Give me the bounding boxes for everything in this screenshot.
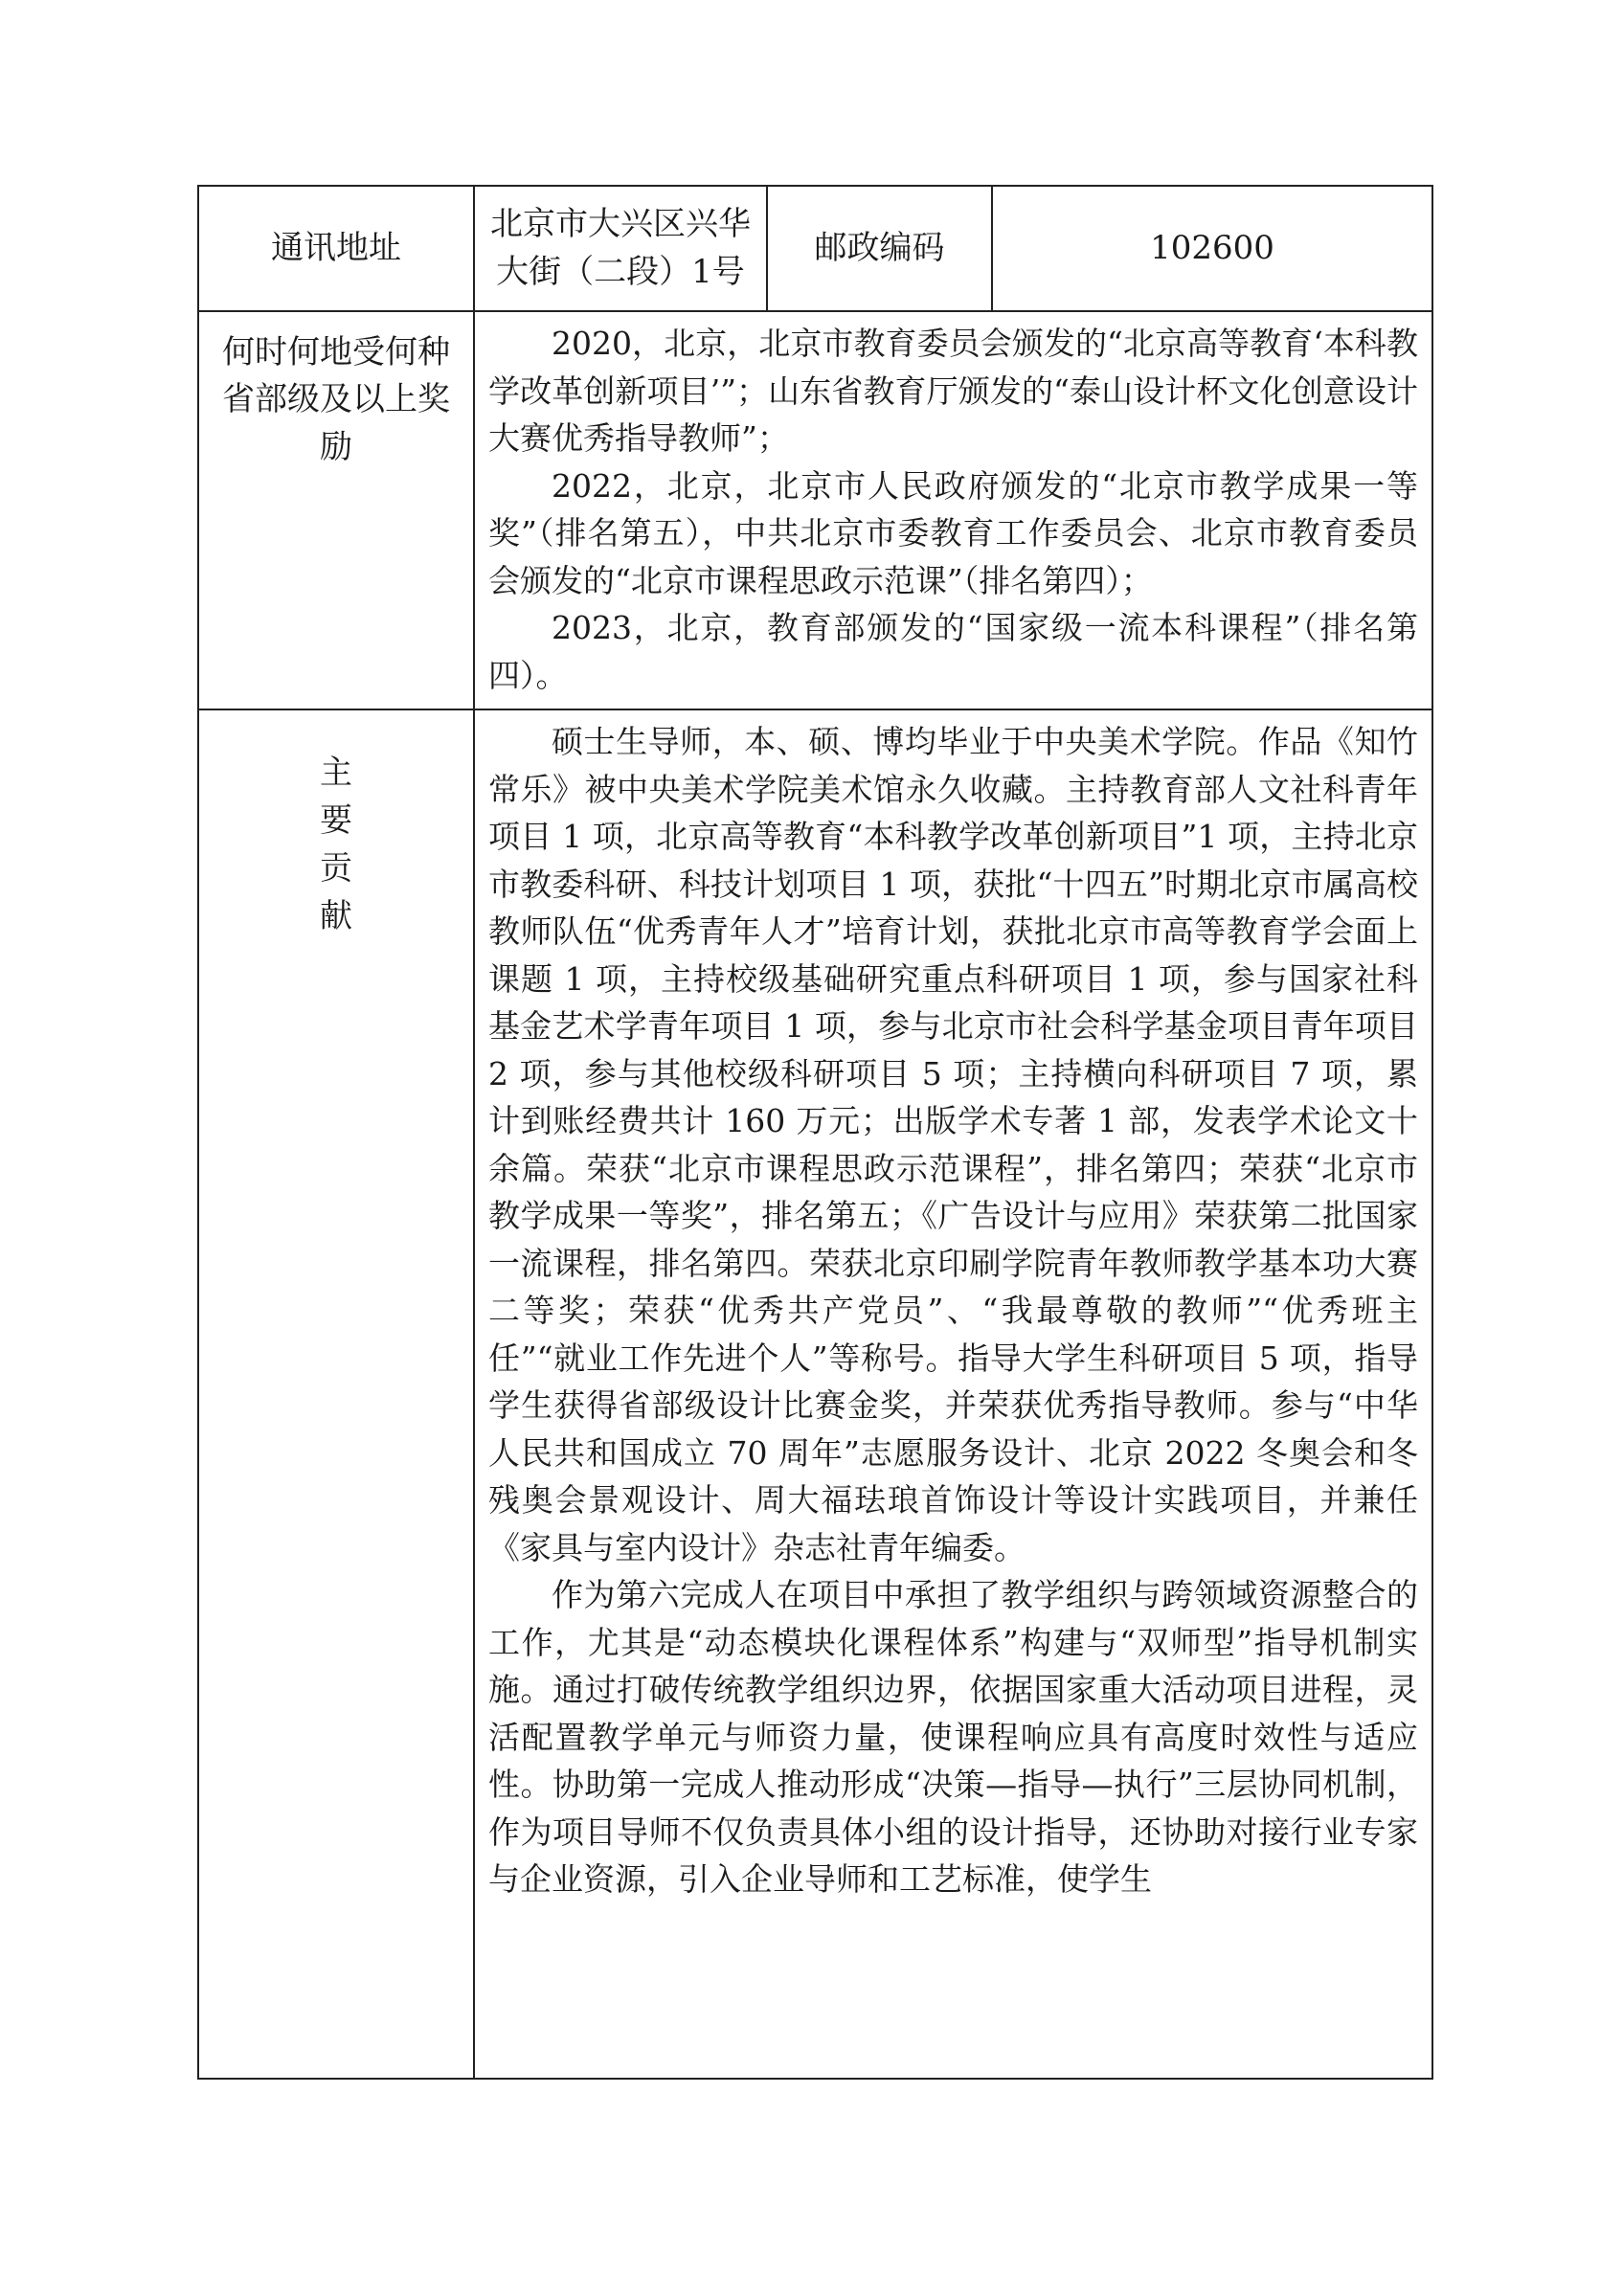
postcode-value-cell bbox=[992, 186, 1432, 311]
contribution-label-char: 贡 bbox=[320, 849, 352, 888]
awards-paragraph: 2023，北京，教育部颁发的“国家级一流本科课程”（排名第四）。 bbox=[488, 609, 1418, 694]
contribution-paragraph: 硕士生导师，本、硕、博均毕业于中央美术学院。作品《知竹常乐》被中央美术学院美术馆永久收藏。主持教育部人文社科青年项目 1 项，北京高等教育“本科教学改革创新项目”1 项，主持北京市教委科研、科技计划项目 1 项，获批“十四五”时期北京市属高校教师队伍“优秀青年人才”培育计划，获批北京市高等教育学会面上课题 1 项，主持校级基础研究重点科研项目 1 项，参与国家社科基金艺术学青年项目 1 项，参与北京市社会科学基金项目青年项目 2 项，参与其他校级科研项目 5 项；主持横向科研项目 7 项，累计到账经费共计 160 万元；出版学术专著 1 部，发表学术论文十余篇。荣获“北京市课程思政示范课程”，排名第四；荣获“北京市教学成果一等奖”，排名第五；《广告设计与应用》荣获第二批国家一流课程，排名第四。荣获北京印刷学院青年教师教学基本功大赛二等奖；荣获“优秀共产党员”、“我最尊敬的教师”“优秀班主任”“就业工作先进个人”等称号。指导大学生科研项目 5 项，指导学生获得省部级设计比赛金奖，并荣获优秀指导教师。参与“中华人民共和国成立 70 周年”志愿服务设计、北京 2022 冬奥会和冬残奥会景观设计、周大福珐琅首饰设计等设计实践项目，并兼任《家具与室内设计》杂志社青年编委。 bbox=[488, 723, 1418, 1566]
contribution-paragraph: 作为第六完成人在项目中承担了教学组织与跨领域资源整合的工作，尤其是“动态模块化课程体系”构建与“双师型”指导机制实施。通过打破传统教学组织边界，依据国家重大活动项目进程，灵活配置教学单元与师资力量，使课程响应具有高度时效性与适应性。协助第一完成人推动形成“决策—指导—执行”三层协同机制，作为项目导师不仅负责具体小组的设计指导，还协助对接行业专家与企业资源，引入企业导师和工艺标准，使学生 bbox=[488, 1576, 1418, 1898]
address-value-cell bbox=[474, 186, 767, 311]
address-row bbox=[198, 186, 1432, 311]
address-label-cell bbox=[198, 186, 474, 311]
postcode-value: 102600 bbox=[1150, 228, 1274, 267]
contribution-label-char: 要 bbox=[320, 801, 352, 840]
contribution-label-char: 献 bbox=[320, 897, 352, 935]
address-value-line-2: 大街（二段）1号 bbox=[496, 252, 745, 291]
contribution-row bbox=[198, 709, 1432, 2079]
contribution-label-char: 主 bbox=[320, 754, 352, 792]
awards-label-cell bbox=[198, 311, 474, 709]
awards-label-line-1: 何时何地受何种 bbox=[222, 333, 450, 371]
contribution-label-cell bbox=[198, 709, 474, 2079]
awards-label-line-2: 省部级及以上奖 bbox=[222, 380, 450, 419]
awards-paragraph: 2022，北京，北京市人民政府颁发的“北京市教学成果一等奖”（排名第五），中共北京市委教育工作委员会、北京市教育委员会颁发的“北京市课程思政示范课”（排名第四）； bbox=[488, 466, 1418, 599]
address-value-line-1: 北京市大兴区兴华 bbox=[490, 205, 751, 244]
awards-label-line-3: 励 bbox=[320, 427, 352, 466]
contribution-label bbox=[199, 728, 473, 940]
postcode-label-cell bbox=[767, 186, 992, 311]
address-label: 通讯地址 bbox=[271, 228, 401, 267]
contribution-content-cell bbox=[474, 709, 1432, 2079]
postcode-label: 邮政编码 bbox=[814, 228, 945, 267]
awards-row bbox=[198, 311, 1432, 709]
award-form-table bbox=[197, 185, 1433, 2080]
awards-content-cell bbox=[474, 311, 1432, 709]
awards-paragraph: 2020，北京，北京市教育委员会颁发的“北京高等教育‘本科教学改革创新项目’”；山东省教育厅颁发的“泰山设计杯文化创意设计大赛优秀指导教师”； bbox=[488, 325, 1418, 457]
